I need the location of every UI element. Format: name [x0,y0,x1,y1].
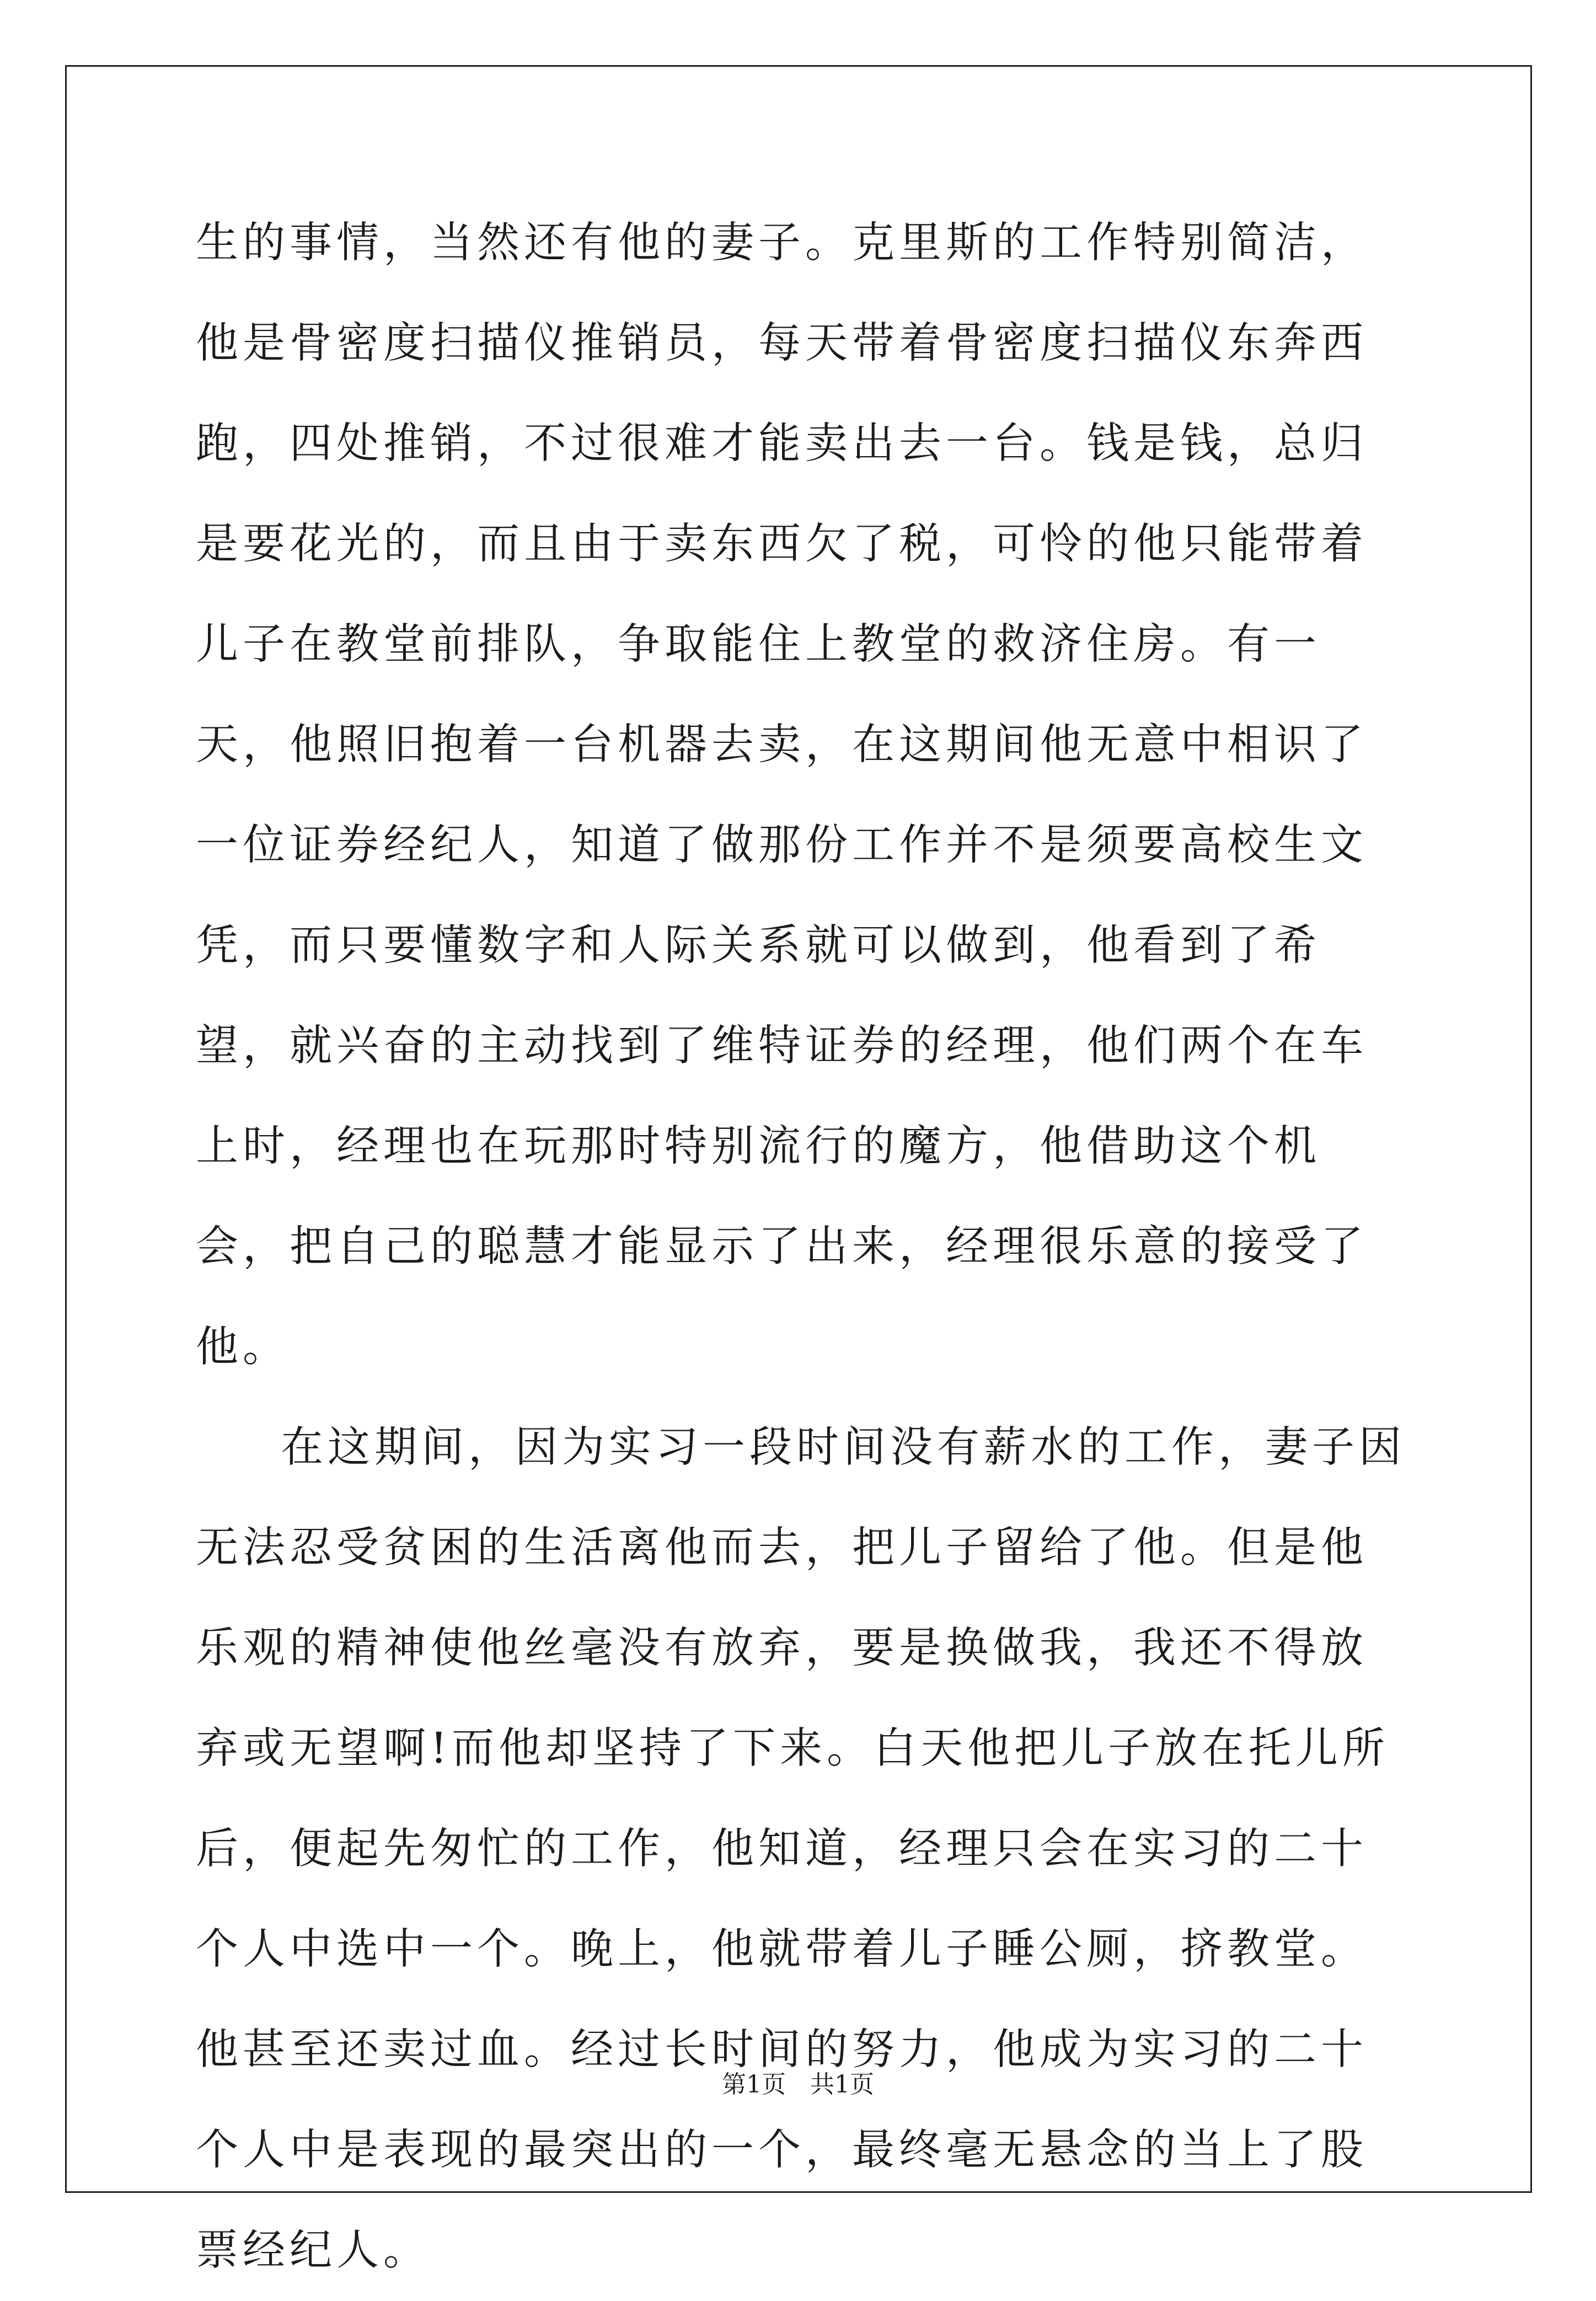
document-body [196,193,1409,2301]
page-footer: 第1页 共1页 [722,2070,874,2099]
paragraph: 生的事情，当然还有他的妻子。克里斯的工作特别简洁，他是骨密度扫描仪推销员，每天带着骨密度扫描仪东奔西跑，四处推销，不过很难才能卖出去一台。钱是钱，总归是要花光的，而且由于卖东西欠了税，可怜的他只能带着儿子在教堂前排队，争取能住上教堂的救济住房。有一天，他照旧抱着一台机器去卖，在这期间他无意中相识了一位证券经纪人，知道了做那份工作并不是须要高校生文凭，而只要懂数字和人际关系就可以做到，他看到了希望，就兴奋的主动找到了维特证券的经理，他们两个在车上时，经理也在玩那时特别流行的魔方，他借助这个机会，把自己的聪慧才能显示了出来，经理很乐意的接受了他。 [196,218,1368,1372]
paragraph: 在这期间，因为实习一段时间没有薪水的工作，妻子因无法忍受贫困的生活离他而去，把儿子留给了他。但是他乐观的精神使他丝毫没有放弃，要是换做我，我还不得放弃或无望啊!而他却坚持了下来。白天他把儿子放在托儿所后，便起先匆忙的工作，他知道，经理只会在实习的二十个人中选中一个。晚上，他就带着儿子睡公厕，挤教堂。他甚至还卖过血。经过长时间的努力，他成为实习的二十个人中是表现的最突出的一个，最终毫无悬念的当上了股票经纪人。 [196,1423,1406,2275]
